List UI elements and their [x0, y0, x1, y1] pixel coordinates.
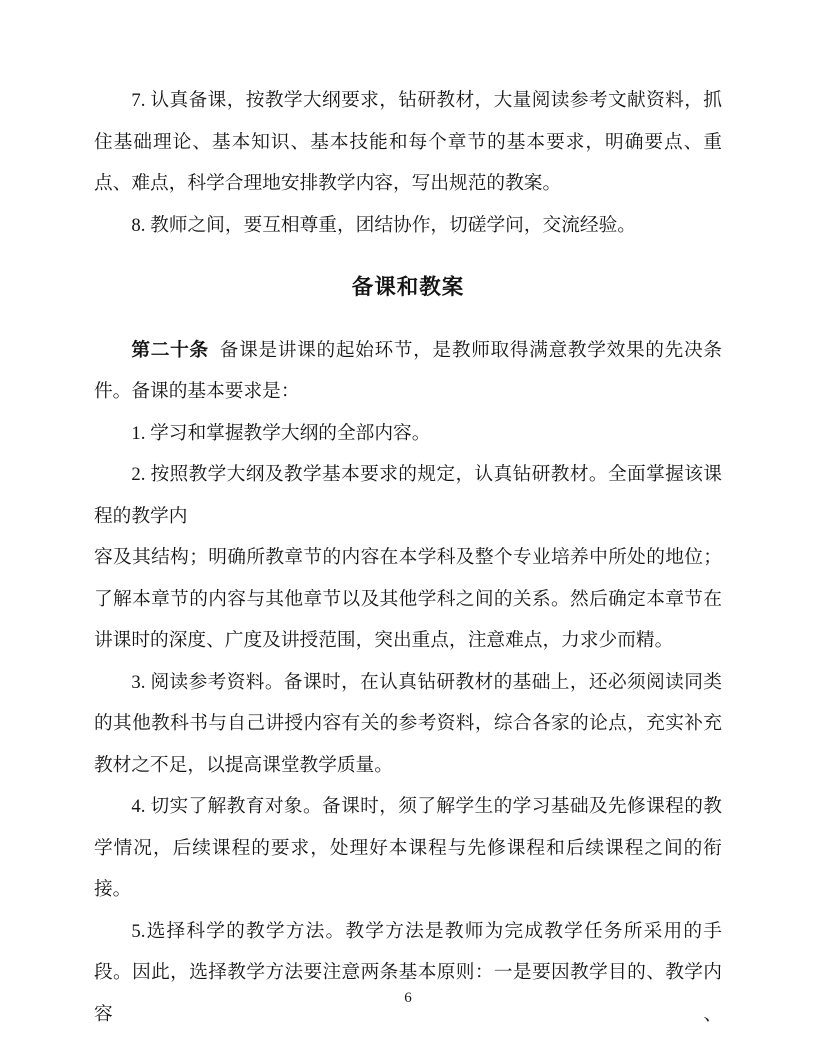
page-footer — [0, 988, 816, 1008]
paragraph: 2. 按照教学大纲及教学基本要求的规定，认真钻研教材。全面掌握该课程的教学内 — [94, 464, 722, 527]
paragraph: 7. 认真备课，按教学大纲要求，钻研教材，大量阅读参考文献资料，抓住基础理论、基本知识、基本技能和每个章节的基本要求，明确要点、重点、难点，科学合理地安排教学内容，写出规范的教案。 — [94, 90, 722, 194]
paragraph-text: 备课是讲课的起始环节，是教师取得满意教学效果的先决条件。备课的基本要求是： — [94, 339, 723, 402]
document-body — [94, 80, 722, 1035]
paragraph: 3. 阅读参考资料。备课时，在认真钻研教材的基础上，还必须阅读同类的其他教科书与自己讲授内容有关的参考资料，综合各家的论点，充实补充教材之不足，以提高课堂教学质量。 — [94, 671, 722, 776]
paragraph: 8. 教师之间，要互相尊重，团结协作，切磋学问，交流经验。 — [131, 214, 636, 236]
article-number: 第二十条 — [131, 339, 209, 361]
paragraph: 4. 切实了解教育对象。备课时，须了解学生的学习基础及先修课程的教学情况，后续课程的要求，处理好本课程与先修课程和后续课程之间的衔接。 — [94, 796, 722, 900]
paragraph: 容及其结构；明确所教章节的内容在本学科及整个专业培养中所处的地位；了解本章节的内容与其他章节以及其他学科之间的关系。然后确定本章节在讲课时的深度、广度及讲授范围，突出重点，注意难点，力求少而精。 — [94, 547, 722, 651]
paragraph — [94, 330, 722, 413]
paragraph: 1. 学习和掌握教学大纲的全部内容。 — [131, 422, 431, 444]
section-heading: 备课和教案 — [351, 275, 465, 299]
page-number: 6 — [404, 990, 412, 1006]
paragraph: 5.选择科学的教学方法。教学方法是教师为完成教学任务所采用的手段。因此，选择教学方法要注意两条基本原则：一是要因教学目的、教学内容、 — [94, 920, 722, 1025]
